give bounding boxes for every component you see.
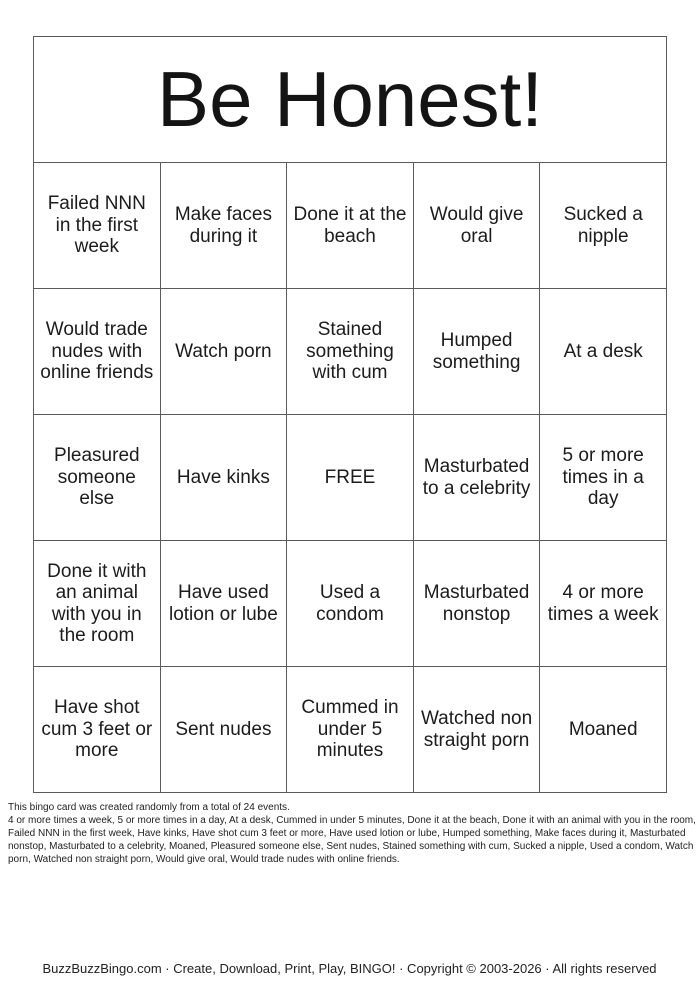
bingo-row [34,163,667,289]
bingo-cell[interactable]: Sucked a nipple [540,163,667,289]
free-space-cell[interactable]: FREE [287,415,414,541]
bingo-row [34,289,667,415]
bingo-cell[interactable]: 5 or more times in a day [540,415,667,541]
bingo-row [34,415,667,541]
bingo-cell[interactable]: At a desk [540,289,667,415]
bingo-cell[interactable]: Failed NNN in the first week [34,163,161,289]
fine-print-events-list: 4 or more times a week, 5 or more times in a day, At a desk, Cummed in under 5 minutes, Done it at the beach, Done it with an animal with you in the room, Failed NNN in the first week, Have kinks, Have shot cum 3 feet or more, Have used lotion or lube, Humped something, Make faces during it, Masturbated nonstop, Masturbated to a celebrity, Moaned, Pleasured someone else, Sent nudes, Stained something with cum, Sucked a nipple, Used a condom, Watch porn, Watched non straight porn, Would give oral, Would trade nudes with online friends. [8,815,696,865]
bingo-cell[interactable]: Pleasured someone else [34,415,161,541]
bingo-cell[interactable]: Would give oral [413,163,540,289]
bingo-row [34,667,667,793]
fine-print [8,801,696,866]
bingo-cell[interactable]: Humped something [413,289,540,415]
bingo-cell[interactable]: Done it at the beach [287,163,414,289]
card-title: Be Honest! [34,37,667,163]
title-row [34,37,667,163]
bingo-cell[interactable]: 4 or more times a week [540,541,667,667]
bingo-card [33,36,667,793]
bingo-cell[interactable]: Have shot cum 3 feet or more [34,667,161,793]
bingo-cell[interactable]: Watched non straight porn [413,667,540,793]
bingo-cell[interactable]: Have kinks [160,415,287,541]
bingo-cell[interactable]: Have used lotion or lube [160,541,287,667]
bingo-cell[interactable]: Cummed in under 5 minutes [287,667,414,793]
footer-credit: BuzzBuzzBingo.com · Create, Download, Print, Play, BINGO! · Copyright © 2003-2026 · All rights reserved [42,961,657,976]
bingo-cell[interactable]: Masturbated to a celebrity [413,415,540,541]
bingo-cell[interactable]: Watch porn [160,289,287,415]
fine-print-intro: This bingo card was created randomly from a total of 24 events. [8,802,290,813]
bingo-cell[interactable]: Sent nudes [160,667,287,793]
bingo-cell[interactable]: Would trade nudes with online friends [34,289,161,415]
bingo-row [34,541,667,667]
bingo-cell[interactable]: Make faces during it [160,163,287,289]
bingo-cell[interactable]: Used a condom [287,541,414,667]
bingo-cell[interactable]: Moaned [540,667,667,793]
bingo-cell[interactable]: Done it with an animal with you in the room [34,541,161,667]
bingo-cell[interactable]: Stained something with cum [287,289,414,415]
bingo-cell[interactable]: Masturbated nonstop [413,541,540,667]
